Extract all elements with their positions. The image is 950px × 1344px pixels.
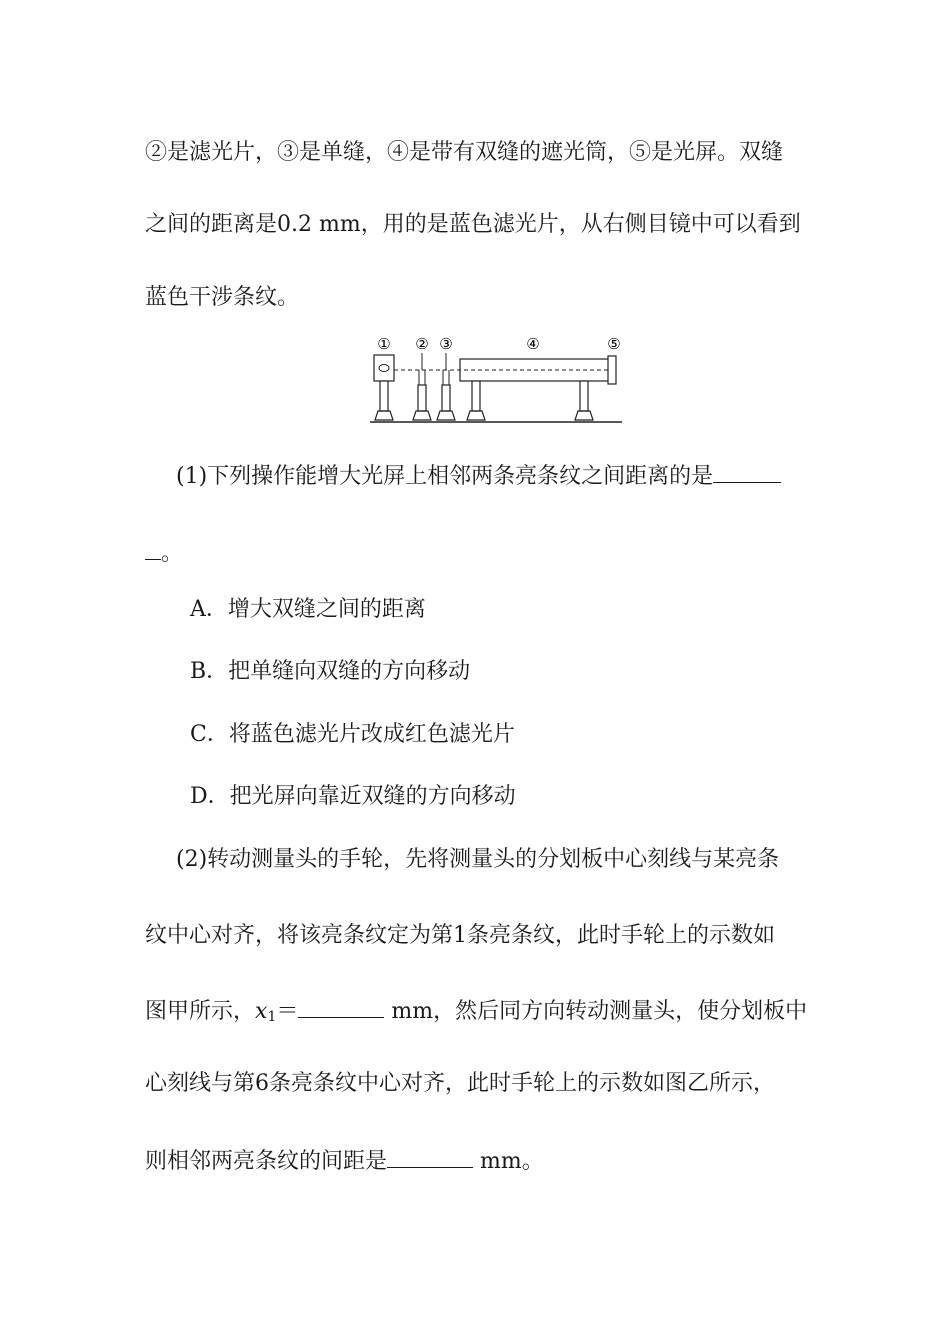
- option-d: D．把光屏向靠近双缝的方向移动: [190, 784, 516, 809]
- q2-line-3-end: mm，然后同方向转动测量头，使分划板中: [384, 999, 808, 1024]
- equals-sign: ＝: [276, 999, 299, 1024]
- answer-blank-q1-part1[interactable]: [713, 460, 781, 483]
- label-2: ②: [415, 335, 429, 353]
- q2-line-3: [145, 995, 807, 1032]
- label-5: ⑤: [607, 335, 621, 353]
- q2-line-5-end: mm。: [473, 1149, 544, 1174]
- intro-line-1: ②是滤光片，③是单缝，④是带有双缝的遮光筒，⑤是光屏。双缝: [145, 140, 784, 165]
- label-3: ③: [439, 335, 453, 353]
- option-b: B．把单缝向双缝的方向移动: [190, 659, 471, 684]
- light-source: [374, 355, 394, 381]
- answer-blank-q1-part2[interactable]: [145, 537, 161, 560]
- q1-end: 。: [161, 541, 184, 566]
- answer-blank-x1[interactable]: [298, 995, 384, 1018]
- q2-line-5-start: 则相邻两亮条纹的间距是: [145, 1149, 388, 1174]
- q2-line-2: 纹中心对齐，将该亮条纹定为第1条亮条纹，此时手轮上的示数如: [145, 923, 775, 948]
- option-c: C．将蓝色滤光片改成红色滤光片: [190, 722, 515, 747]
- intro-line-2: 之间的距离是0.2 mm，用的是蓝色滤光片，从右侧目镜中可以看到: [145, 212, 801, 237]
- apparatus-diagram: [360, 330, 640, 430]
- q2-line-5: [145, 1145, 544, 1177]
- q2-line-3-start: 图甲所示，: [145, 999, 256, 1024]
- intro-line-3: 蓝色干涉条纹。: [145, 285, 300, 310]
- answer-blank-spacing[interactable]: [387, 1145, 473, 1168]
- variable-x: x: [255, 999, 268, 1024]
- screen: [608, 356, 616, 384]
- q2-line-4: 心刻线与第6条亮条纹中心对齐，此时手轮上的示数如图乙所示，: [145, 1071, 775, 1096]
- q1-stem-text: (1)下列操作能增大光屏上相邻两条亮条纹之间距离的是: [176, 464, 714, 489]
- q1-stem-continued: [145, 537, 183, 569]
- variable-subscript: 1: [267, 1009, 277, 1025]
- q1-stem: [176, 460, 781, 492]
- label-1: ①: [377, 335, 391, 353]
- label-4: ④: [526, 335, 540, 353]
- q2-line-1: (2)转动测量头的手轮，先将测量头的分划板中心刻线与某亮条: [176, 847, 780, 872]
- option-a: A．增大双缝之间的距离: [190, 597, 426, 622]
